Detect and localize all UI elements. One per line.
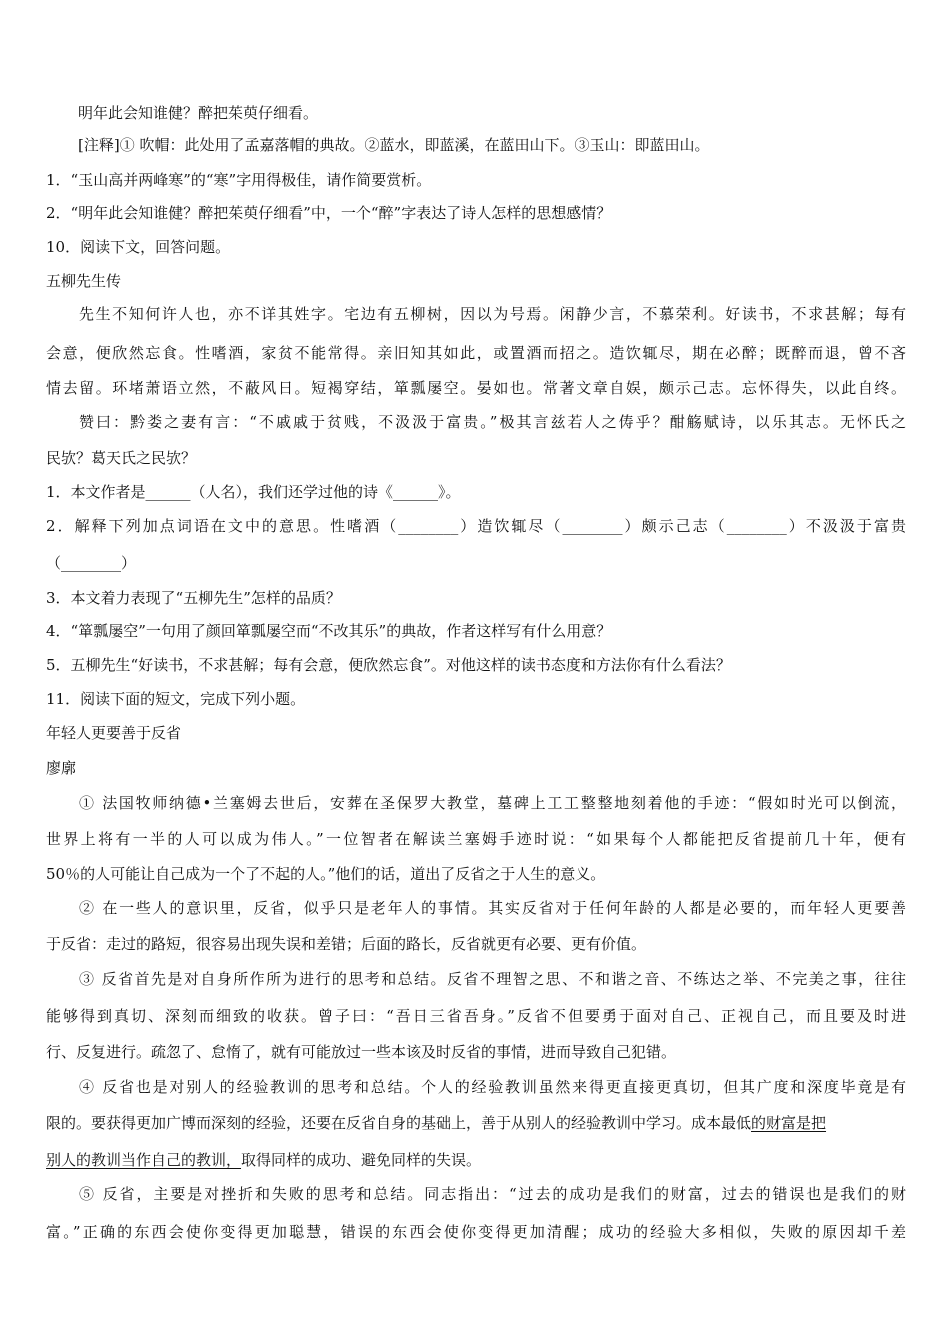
passage-line: 会意，便欣然忘食。性嗜酒，家贫不能常得。亲旧知其如此，或置酒而招之。造饮辄尽，期在必醉；既醉而退，曾不吝 bbox=[46, 344, 906, 362]
article-line: 世界上将有一半的人可以成为伟人。”一位智者在解读兰塞姆手迹时说：“如果每个人都能把反省提前几十年，便有 bbox=[46, 830, 906, 848]
passage-line: 先生不知何许人也，亦不详其姓字。宅边有五柳树，因以为号焉。闲静少言，不慕荣利。好读书，不求甚解；每有 bbox=[79, 305, 906, 323]
article-line: ② 在一些人的意识里，反省，似乎只是老年人的事情。其实反省对于任何年龄的人都是必要的，而年轻人更要善 bbox=[79, 899, 906, 917]
poem-line: 明年此会知谁健？醉把茱萸仔细看。 bbox=[78, 104, 319, 122]
article-line: 于反省：走过的路短，很容易出现失误和差错；后面的路长，反省就更有必要、更有价值。 bbox=[46, 935, 647, 953]
question-10-3: 3．本文着力表现了“五柳先生”怎样的品质？ bbox=[46, 589, 341, 607]
article-line: ① 法国牧师纳德•兰塞姆去世后，安葬在圣保罗大教堂，墓碑上工工整整地刻着他的手迹：“假如时光可以倒流， bbox=[79, 794, 906, 812]
section-11-heading: 11．阅读下面的短文，完成下列小题。 bbox=[46, 690, 306, 708]
underlined-phrase: 别人的教训当作自己的教训， bbox=[46, 1151, 242, 1169]
article-line: ⑤ 反省，主要是对挫折和失败的思考和总结。同志指出：“过去的成功是我们的财富，过去的错误也是我们的财 bbox=[79, 1185, 906, 1203]
question-10-2: 2．解释下列加点词语在文中的意思。性嗜酒（________）造饮辄尽（________）颇示己志（________）不汲汲于富贵 bbox=[46, 517, 906, 535]
question-10-2-cont: （________） bbox=[46, 554, 137, 572]
article-text: 取得同样的成功、避免同样的失误。 bbox=[241, 1151, 482, 1169]
article-line bbox=[46, 1150, 906, 1170]
poem-note: [注释]① 吹帽：此处用了孟嘉落帽的典故。②蓝水，即蓝溪，在蓝田山下。③玉山：即蓝田山。 bbox=[78, 136, 710, 154]
question-10-1: 1．本文作者是______（人名），我们还学过他的诗《______》。 bbox=[46, 483, 461, 501]
section-10-heading: 10．阅读下文，回答问题。 bbox=[46, 238, 231, 256]
article-line bbox=[46, 1113, 906, 1133]
passage-line: 赞曰：黔娄之妻有言：“不戚戚于贫贱，不汲汲于富贵。”极其言兹若人之俦乎？酣觞赋诗，以乐其志。无怀氏之 bbox=[79, 413, 906, 431]
passage-title: 五柳先生传 bbox=[46, 272, 122, 290]
article-line: 50％的人可能让自己成为一个了不起的人。”他们的话，道出了反省之于人生的意义。 bbox=[46, 865, 606, 883]
article-line: 能够得到真切、深刻而细致的收获。曾子曰：“吾日三省吾身。”反省不但要勇于面对自己、正视自己，而且要及时进 bbox=[46, 1007, 906, 1025]
article-line: 富。”正确的东西会使你变得更加聪慧，错误的东西会使你变得更加清醒；成功的经验大多相似，失败的原因却千差 bbox=[46, 1223, 906, 1241]
passage-line: 民欤？葛天氏之民欤？ bbox=[46, 449, 197, 467]
article-title: 年轻人更要善于反省 bbox=[46, 724, 182, 742]
question-10-5: 5．五柳先生“好读书，不求甚解；每有会意，便欣然忘食”。对他这样的读书态度和方法你有什么看法？ bbox=[46, 656, 731, 674]
question-9-1: 1．“玉山高并两峰寒”的“寒”字用得极佳，请作简要赏析。 bbox=[46, 171, 432, 189]
question-10-4: 4．“箪瓢屡空”一句用了颜回箪瓢屡空而“不改其乐”的典故，作者这样写有什么用意？ bbox=[46, 622, 612, 640]
article-author: 廖廓 bbox=[46, 759, 77, 777]
article-line: ④ 反省也是对别人的经验教训的思考和总结。个人的经验教训虽然来得更直接更真切，但其广度和深度毕竟是有 bbox=[79, 1078, 906, 1096]
article-line: ③ 反省首先是对自身所作所为进行的思考和总结。反省不理智之思、不和谐之音、不练达之举、不完美之事，往往 bbox=[79, 970, 906, 988]
underlined-phrase: 的财富是把 bbox=[751, 1114, 827, 1132]
article-text: 限的。要获得更加广博而深刻的经验，还要在反省自身的基础上，善于从别人的经验教训中学习。成本最低 bbox=[46, 1114, 752, 1132]
question-9-2: 2．“明年此会知谁健？醉把茱萸仔细看”中，一个“醉”字表达了诗人怎样的思想感情？ bbox=[46, 204, 612, 222]
passage-line: 情去留。环堵萧语立然，不蔽风日。短褐穿结，箪瓢屡空。晏如也。常著文章自娱，颇示己志。忘怀得失，以此自终。 bbox=[46, 379, 906, 397]
article-line: 行、反复进行。疏忽了、怠惰了，就有可能放过一些本该及时反省的事情，进而导致自己犯错。 bbox=[46, 1043, 677, 1061]
